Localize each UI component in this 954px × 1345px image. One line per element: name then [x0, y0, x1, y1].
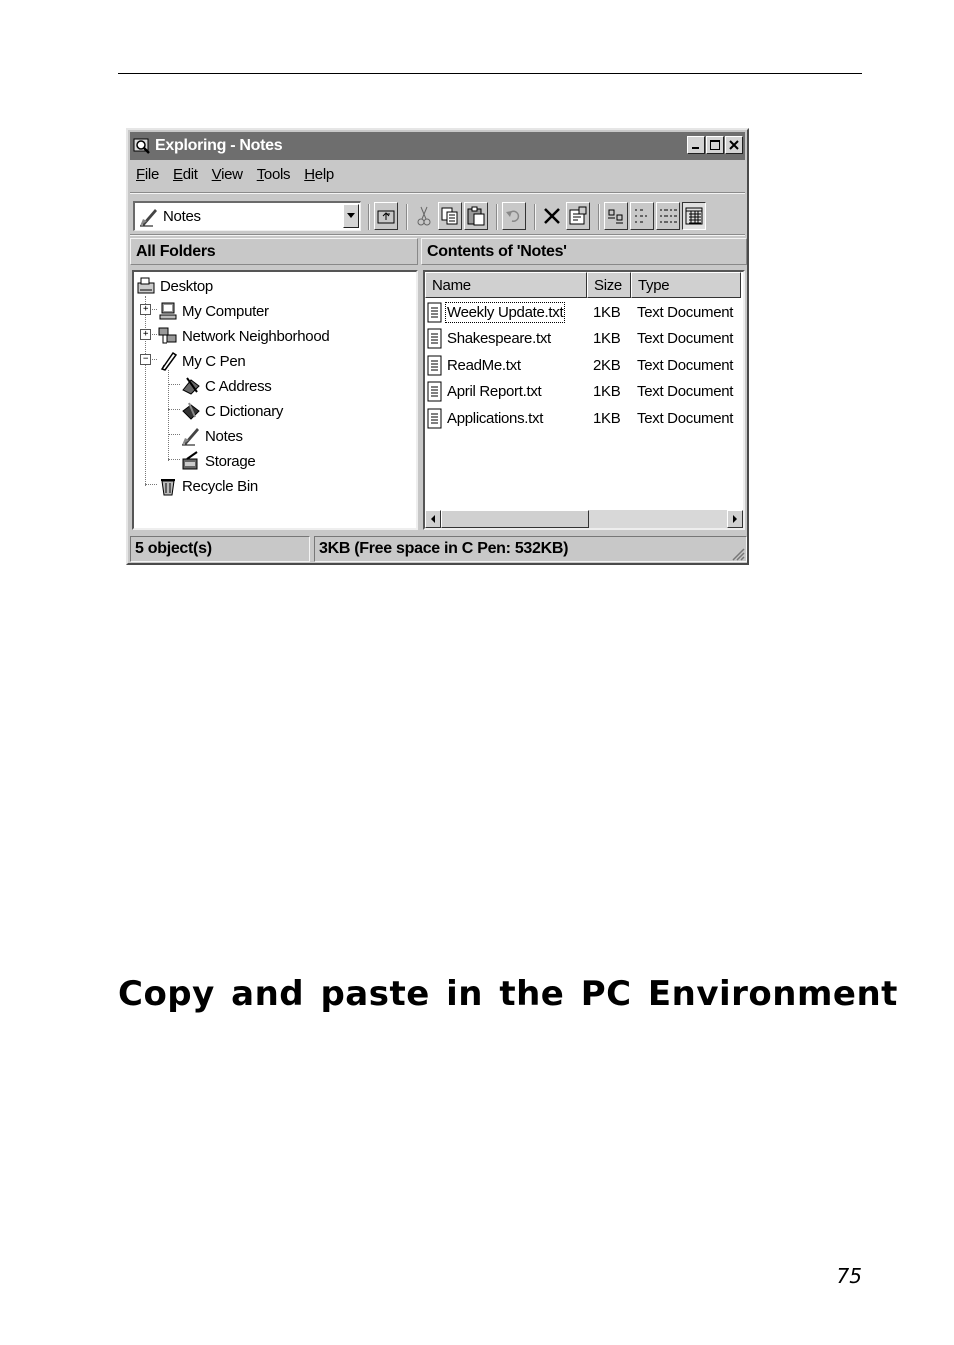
tree-label: Recycle Bin	[182, 477, 258, 495]
menu-help[interactable]: Help	[304, 166, 334, 183]
tree-item-my-c-pen[interactable]	[158, 349, 245, 373]
expand-network-button[interactable]: +	[140, 329, 151, 340]
scissors-icon	[414, 205, 434, 227]
text-document-icon	[427, 408, 443, 430]
status-object-count: 5 object(s)	[130, 536, 310, 562]
tree-label: Notes	[205, 427, 243, 445]
text-document-icon	[427, 302, 443, 324]
tree-item-network-neighborhood[interactable]	[158, 324, 329, 348]
file-name: Applications.txt	[447, 410, 544, 427]
file-type: Text Document	[637, 383, 734, 400]
column-header-size[interactable]: Size	[587, 272, 631, 298]
horizontal-scrollbar[interactable]	[425, 510, 743, 528]
network-icon	[158, 326, 178, 346]
menu-view[interactable]: View	[211, 166, 243, 183]
folder-tree	[132, 270, 418, 530]
delete-x-icon	[542, 206, 562, 226]
tree-line	[168, 434, 180, 435]
computer-icon	[158, 301, 178, 321]
file-type: Text Document	[637, 410, 734, 427]
list-view-button[interactable]	[656, 202, 680, 230]
maximize-button[interactable]	[706, 136, 724, 154]
tree-label: My C Pen	[182, 352, 246, 370]
large-icons-icon	[606, 206, 626, 226]
toolbar-separator	[496, 204, 498, 230]
properties-icon	[568, 206, 588, 226]
tree-line	[145, 484, 157, 485]
scroll-right-button[interactable]	[727, 510, 743, 528]
collapse-my-c-pen-button[interactable]: −	[140, 354, 151, 365]
small-icons-icon	[632, 206, 652, 226]
notes-icon	[181, 426, 201, 446]
section-heading: Copy and paste in the PC Environment	[118, 974, 898, 1014]
recycle-bin-icon	[158, 476, 178, 496]
list-view-icon	[658, 206, 678, 226]
desktop-icon	[136, 276, 156, 296]
column-header-name[interactable]: Name	[425, 272, 587, 298]
file-size: 1KB	[593, 410, 621, 427]
tree-line	[145, 296, 146, 486]
tree-item-c-dictionary[interactable]	[181, 399, 283, 423]
expand-my-computer-button[interactable]: +	[140, 304, 151, 315]
menu-separator	[130, 192, 745, 194]
top-rule	[118, 73, 862, 74]
toolbar	[132, 200, 743, 234]
paste-icon	[466, 206, 486, 226]
file-list	[423, 270, 745, 530]
text-document-icon	[427, 355, 443, 377]
tree-label: C Address	[205, 377, 272, 395]
file-name: Weekly Update.txt	[447, 304, 564, 321]
file-size: 1KB	[593, 383, 621, 400]
address-icon	[181, 376, 201, 396]
large-icons-button[interactable]	[604, 202, 628, 230]
file-type: Text Document	[637, 330, 734, 347]
close-icon	[728, 139, 740, 151]
tree-line	[168, 384, 180, 385]
file-name: ReadMe.txt	[447, 357, 521, 374]
resize-grip-icon[interactable]	[731, 547, 745, 561]
address-text: Notes	[163, 208, 201, 225]
address-dropdown-button[interactable]	[343, 204, 359, 228]
file-name: April Report.txt	[447, 383, 542, 400]
delete-button[interactable]	[540, 202, 564, 230]
status-free-space: 3KB (Free space in C Pen: 532KB)	[314, 536, 747, 562]
column-header-type[interactable]: Type	[631, 272, 741, 298]
close-button[interactable]	[725, 136, 743, 154]
tree-item-my-computer[interactable]	[158, 299, 269, 323]
scroll-left-button[interactable]	[425, 510, 441, 528]
menu-tools[interactable]: Tools	[256, 166, 291, 183]
maximize-icon	[709, 139, 721, 151]
contents-header: Contents of 'Notes'	[421, 238, 747, 265]
details-view-button[interactable]	[682, 202, 706, 230]
tree-item-notes[interactable]	[181, 424, 243, 448]
dropdown-arrow-icon	[347, 213, 355, 219]
up-folder-button[interactable]	[374, 202, 398, 230]
arrow-right-icon	[732, 515, 738, 523]
tree-item-c-address[interactable]	[181, 374, 272, 398]
toolbar-separator	[406, 204, 408, 230]
properties-button[interactable]	[566, 202, 590, 230]
toolbar-separator-line	[130, 234, 745, 236]
file-row[interactable]	[425, 379, 743, 405]
title-bar[interactable]	[130, 132, 745, 160]
tree-label: C Dictionary	[205, 402, 284, 420]
tree-item-recycle-bin[interactable]	[158, 474, 258, 498]
toolbar-separator	[598, 204, 600, 230]
pen-icon	[158, 351, 178, 371]
toolbar-separator	[534, 204, 536, 230]
menu-file[interactable]: File	[136, 166, 159, 183]
arrow-left-icon	[430, 515, 436, 523]
file-size: 1KB	[593, 330, 621, 347]
dictionary-icon	[181, 401, 201, 421]
tree-item-desktop[interactable]	[136, 274, 213, 298]
file-size: 2KB	[593, 357, 621, 374]
paste-button[interactable]	[464, 202, 488, 230]
file-row[interactable]	[425, 300, 743, 326]
tree-line	[168, 409, 180, 410]
cut-button[interactable]	[412, 202, 436, 230]
tree-label: Network Neighborhood	[182, 327, 330, 345]
tree-label: My Computer	[182, 302, 269, 320]
small-icons-button[interactable]	[630, 202, 654, 230]
all-folders-header: All Folders	[130, 238, 418, 265]
file-row[interactable]	[425, 326, 743, 352]
undo-icon	[504, 206, 524, 226]
address-combobox[interactable]	[133, 201, 361, 231]
explorer-magnifier-icon	[133, 137, 151, 155]
tree-item-storage[interactable]	[181, 449, 255, 473]
tree-line	[168, 459, 180, 460]
file-size: 1KB	[593, 304, 621, 321]
tree-label: Desktop	[160, 277, 213, 295]
toolbar-separator	[368, 204, 370, 230]
file-type: Text Document	[637, 357, 734, 374]
file-name: Shakespeare.txt	[447, 330, 551, 347]
copy-button[interactable]	[438, 202, 462, 230]
up-folder-icon	[376, 206, 396, 226]
copy-icon	[440, 206, 460, 226]
minimize-button[interactable]	[687, 136, 705, 154]
text-document-icon	[427, 381, 443, 403]
explorer-window	[126, 128, 749, 565]
notes-pen-icon	[139, 207, 159, 227]
scroll-thumb[interactable]	[441, 510, 589, 528]
undo-button[interactable]	[502, 202, 526, 230]
details-view-icon	[684, 206, 704, 226]
file-row[interactable]	[425, 353, 743, 379]
storage-icon	[181, 451, 201, 471]
file-row[interactable]	[425, 406, 743, 432]
window-title: Exploring - Notes	[155, 137, 283, 154]
tree-label: Storage	[205, 452, 256, 470]
file-type: Text Document	[637, 304, 734, 321]
text-document-icon	[427, 328, 443, 350]
menu-edit[interactable]: Edit	[172, 166, 198, 183]
menu-bar	[136, 166, 334, 188]
minimize-icon	[691, 140, 701, 150]
page-number: 75	[836, 1264, 862, 1288]
